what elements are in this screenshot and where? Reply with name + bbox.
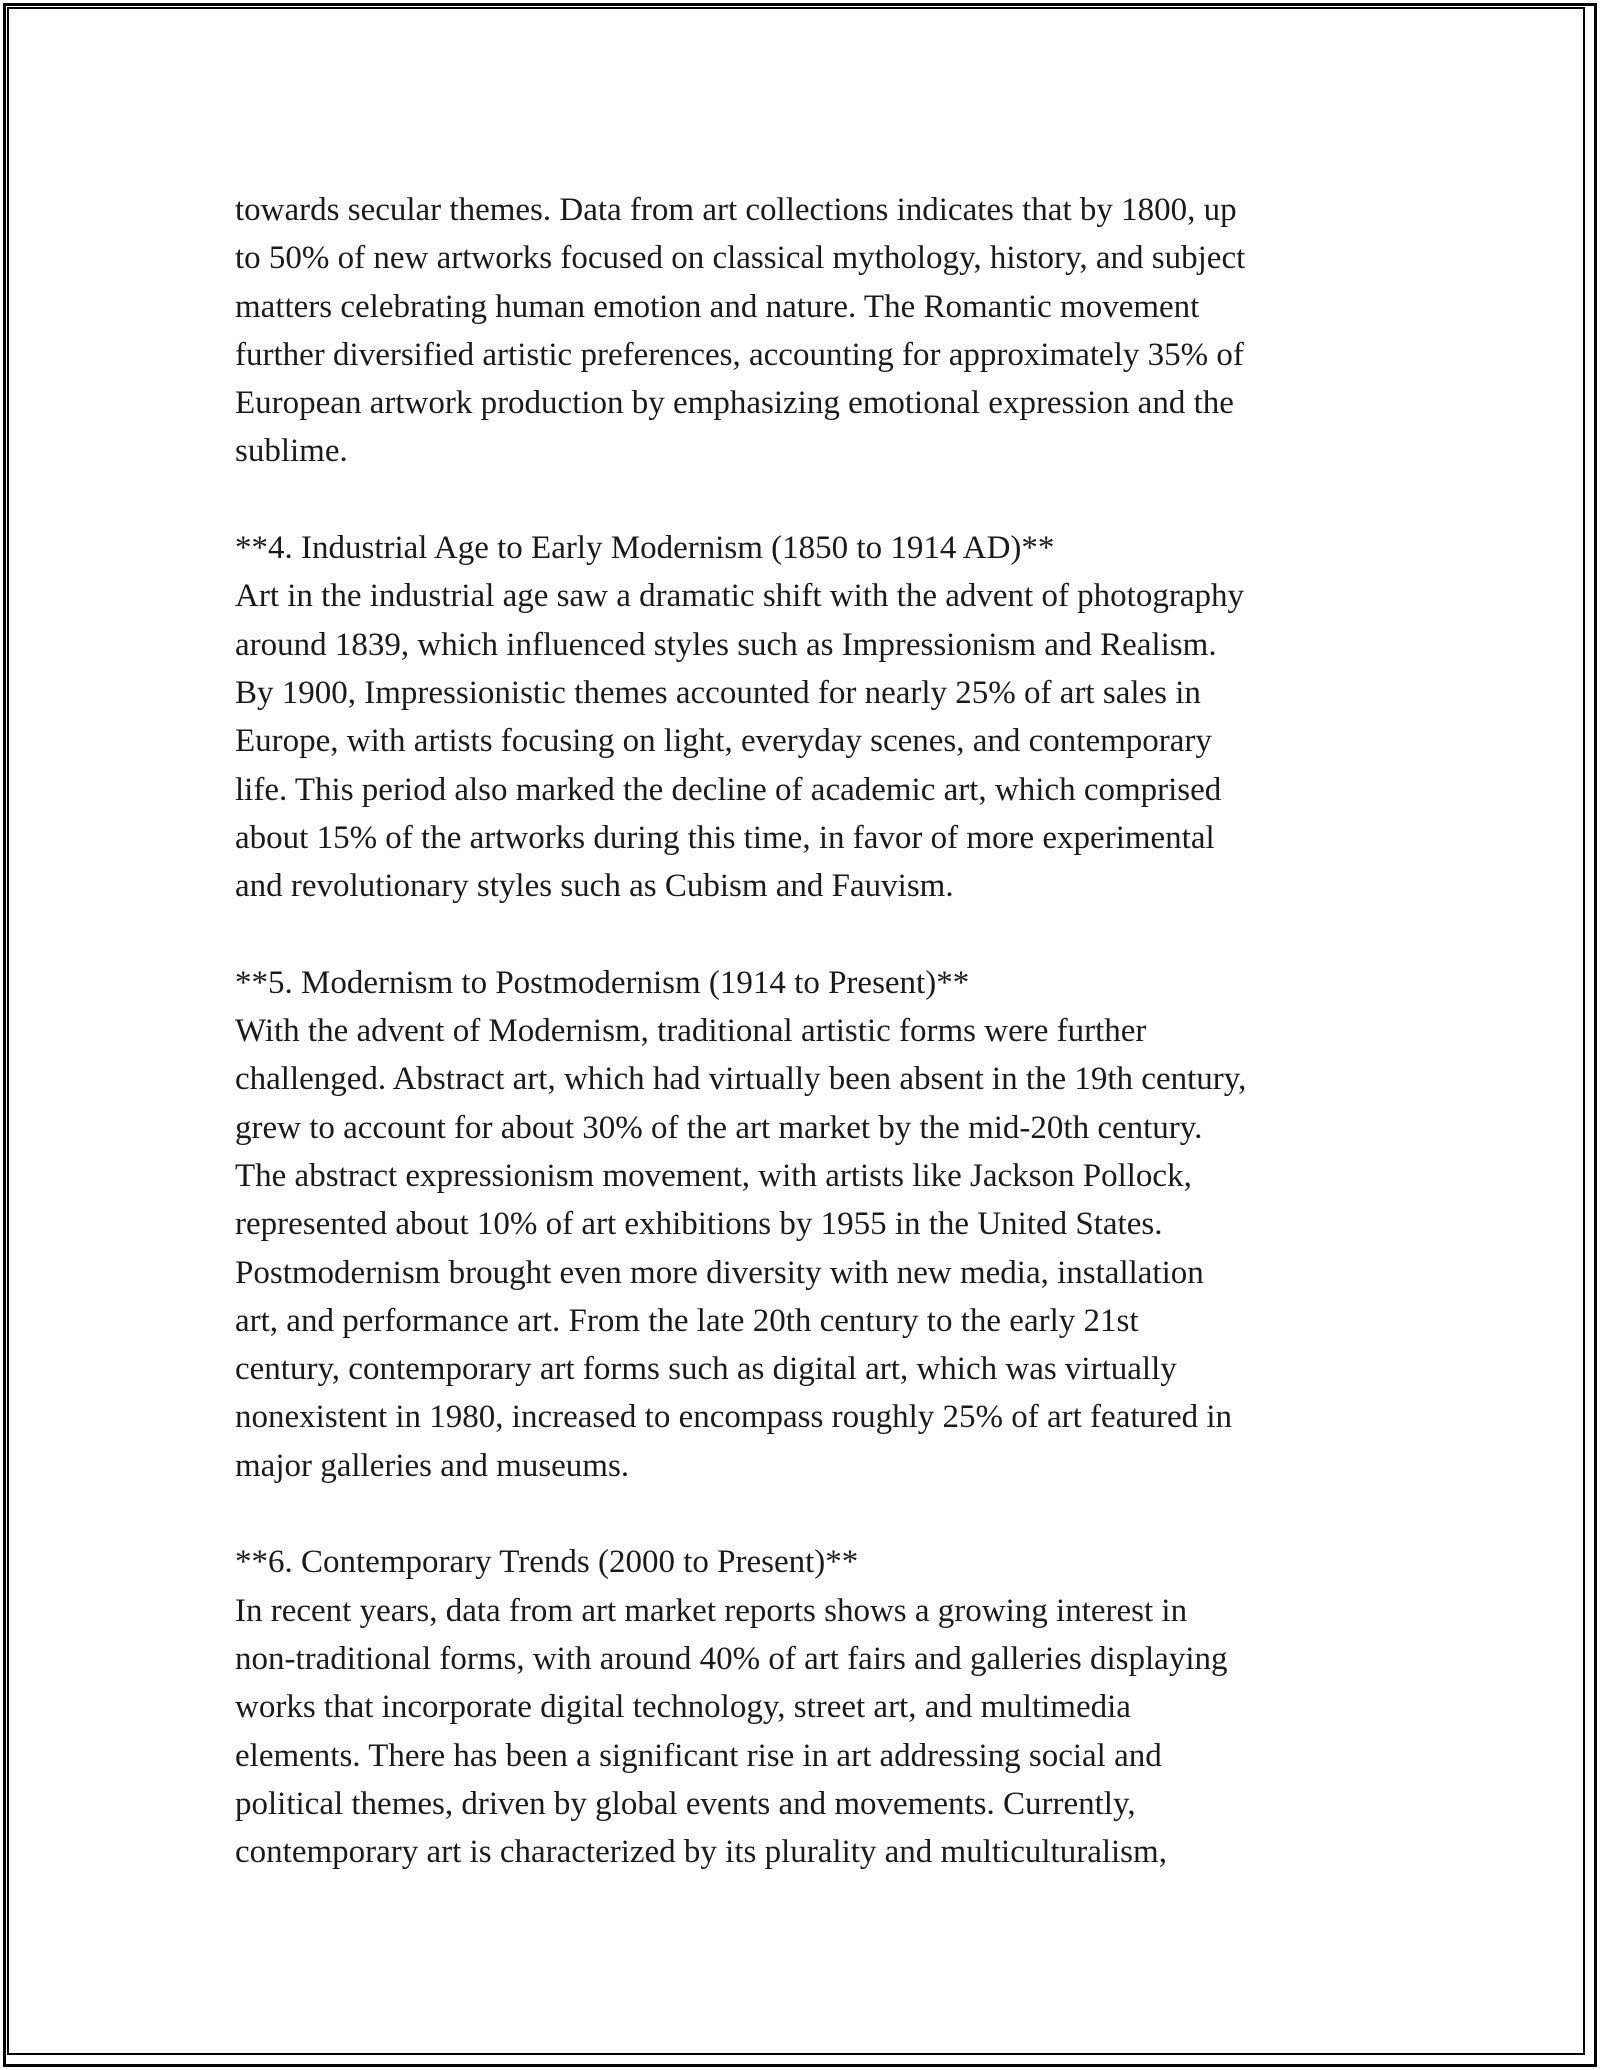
section-contemporary [235, 1538, 1375, 1876]
paragraph-gap [235, 910, 1375, 958]
body-line: non-traditional forms, with around 40% of art fairs and galleries displaying [235, 1640, 1228, 1677]
body-line: grew to account for about 30% of the art market by the mid-20th century. [235, 1109, 1203, 1146]
paragraph-gap [235, 476, 1375, 524]
section-heading: **4. Industrial Age to Early Modernism (1850 to 1914 AD)** [235, 530, 1055, 567]
body-line: works that incorporate digital technology, street art, and multimedia [235, 1689, 1131, 1726]
body-line: elements. There has been a significant rise in art addressing social and [235, 1737, 1162, 1774]
body-line: contemporary art is characterized by its plurality and multiculturalism, [235, 1834, 1167, 1871]
body-line: further diversified artistic preferences, accounting for approximately 35% of [235, 336, 1244, 373]
section-industrial-age [235, 524, 1375, 910]
body-line: life. This period also marked the decline of academic art, which comprised [235, 771, 1222, 808]
paragraph-gap [235, 1490, 1375, 1538]
body-line: around 1839, which influenced styles such as Impressionism and Realism. [235, 626, 1217, 663]
body-line: sublime. [235, 433, 348, 470]
body-line: The abstract expressionism movement, with artists like Jackson Pollock, [235, 1157, 1192, 1194]
body-line: towards secular themes. Data from art collections indicates that by 1800, up [235, 192, 1237, 228]
body-line: With the advent of Modernism, traditional artistic forms were further [235, 1013, 1147, 1050]
section-modernism [235, 959, 1375, 1490]
body-line: represented about 10% of art exhibitions by 1955 in the United States. [235, 1206, 1163, 1243]
section-heading: **5. Modernism to Postmodernism (1914 to Present)** [235, 964, 970, 1001]
body-line: By 1900, Impressionistic themes accounted for nearly 25% of art sales in [235, 674, 1201, 711]
body-line: European artwork production by emphasizing emotional expression and the [235, 385, 1234, 422]
body-line: Postmodernism brought even more diversity with new media, installation [235, 1254, 1204, 1291]
body-line: challenged. Abstract art, which had virtually been absent in the 19th century, [235, 1061, 1247, 1098]
body-line: about 15% of the artworks during this time, in favor of more experimental [235, 819, 1215, 856]
body-line: art, and performance art. From the late 20th century to the early 21st [235, 1302, 1139, 1339]
section-heading: **6. Contemporary Trends (2000 to Present)** [235, 1544, 859, 1581]
body-line: In recent years, data from art market reports shows a growing interest in [235, 1592, 1188, 1629]
document-body [235, 186, 1375, 1876]
body-line: to 50% of new artworks focused on classical mythology, history, and subject [235, 240, 1246, 277]
body-line: nonexistent in 1980, increased to encompass roughly 25% of art featured in [235, 1399, 1233, 1436]
body-line: political themes, driven by global events and movements. Currently, [235, 1785, 1136, 1822]
body-line: major galleries and museums. [235, 1447, 630, 1484]
body-line: Europe, with artists focusing on light, everyday scenes, and contemporary [235, 723, 1212, 760]
body-line: and revolutionary styles such as Cubism and Fauvism. [235, 868, 954, 905]
section-intro [235, 186, 1375, 476]
body-line: matters celebrating human emotion and nature. The Romantic movement [235, 288, 1200, 325]
body-line: Art in the industrial age saw a dramatic shift with the advent of photography [235, 578, 1244, 615]
body-line: century, contemporary art forms such as digital art, which was virtually [235, 1351, 1177, 1388]
